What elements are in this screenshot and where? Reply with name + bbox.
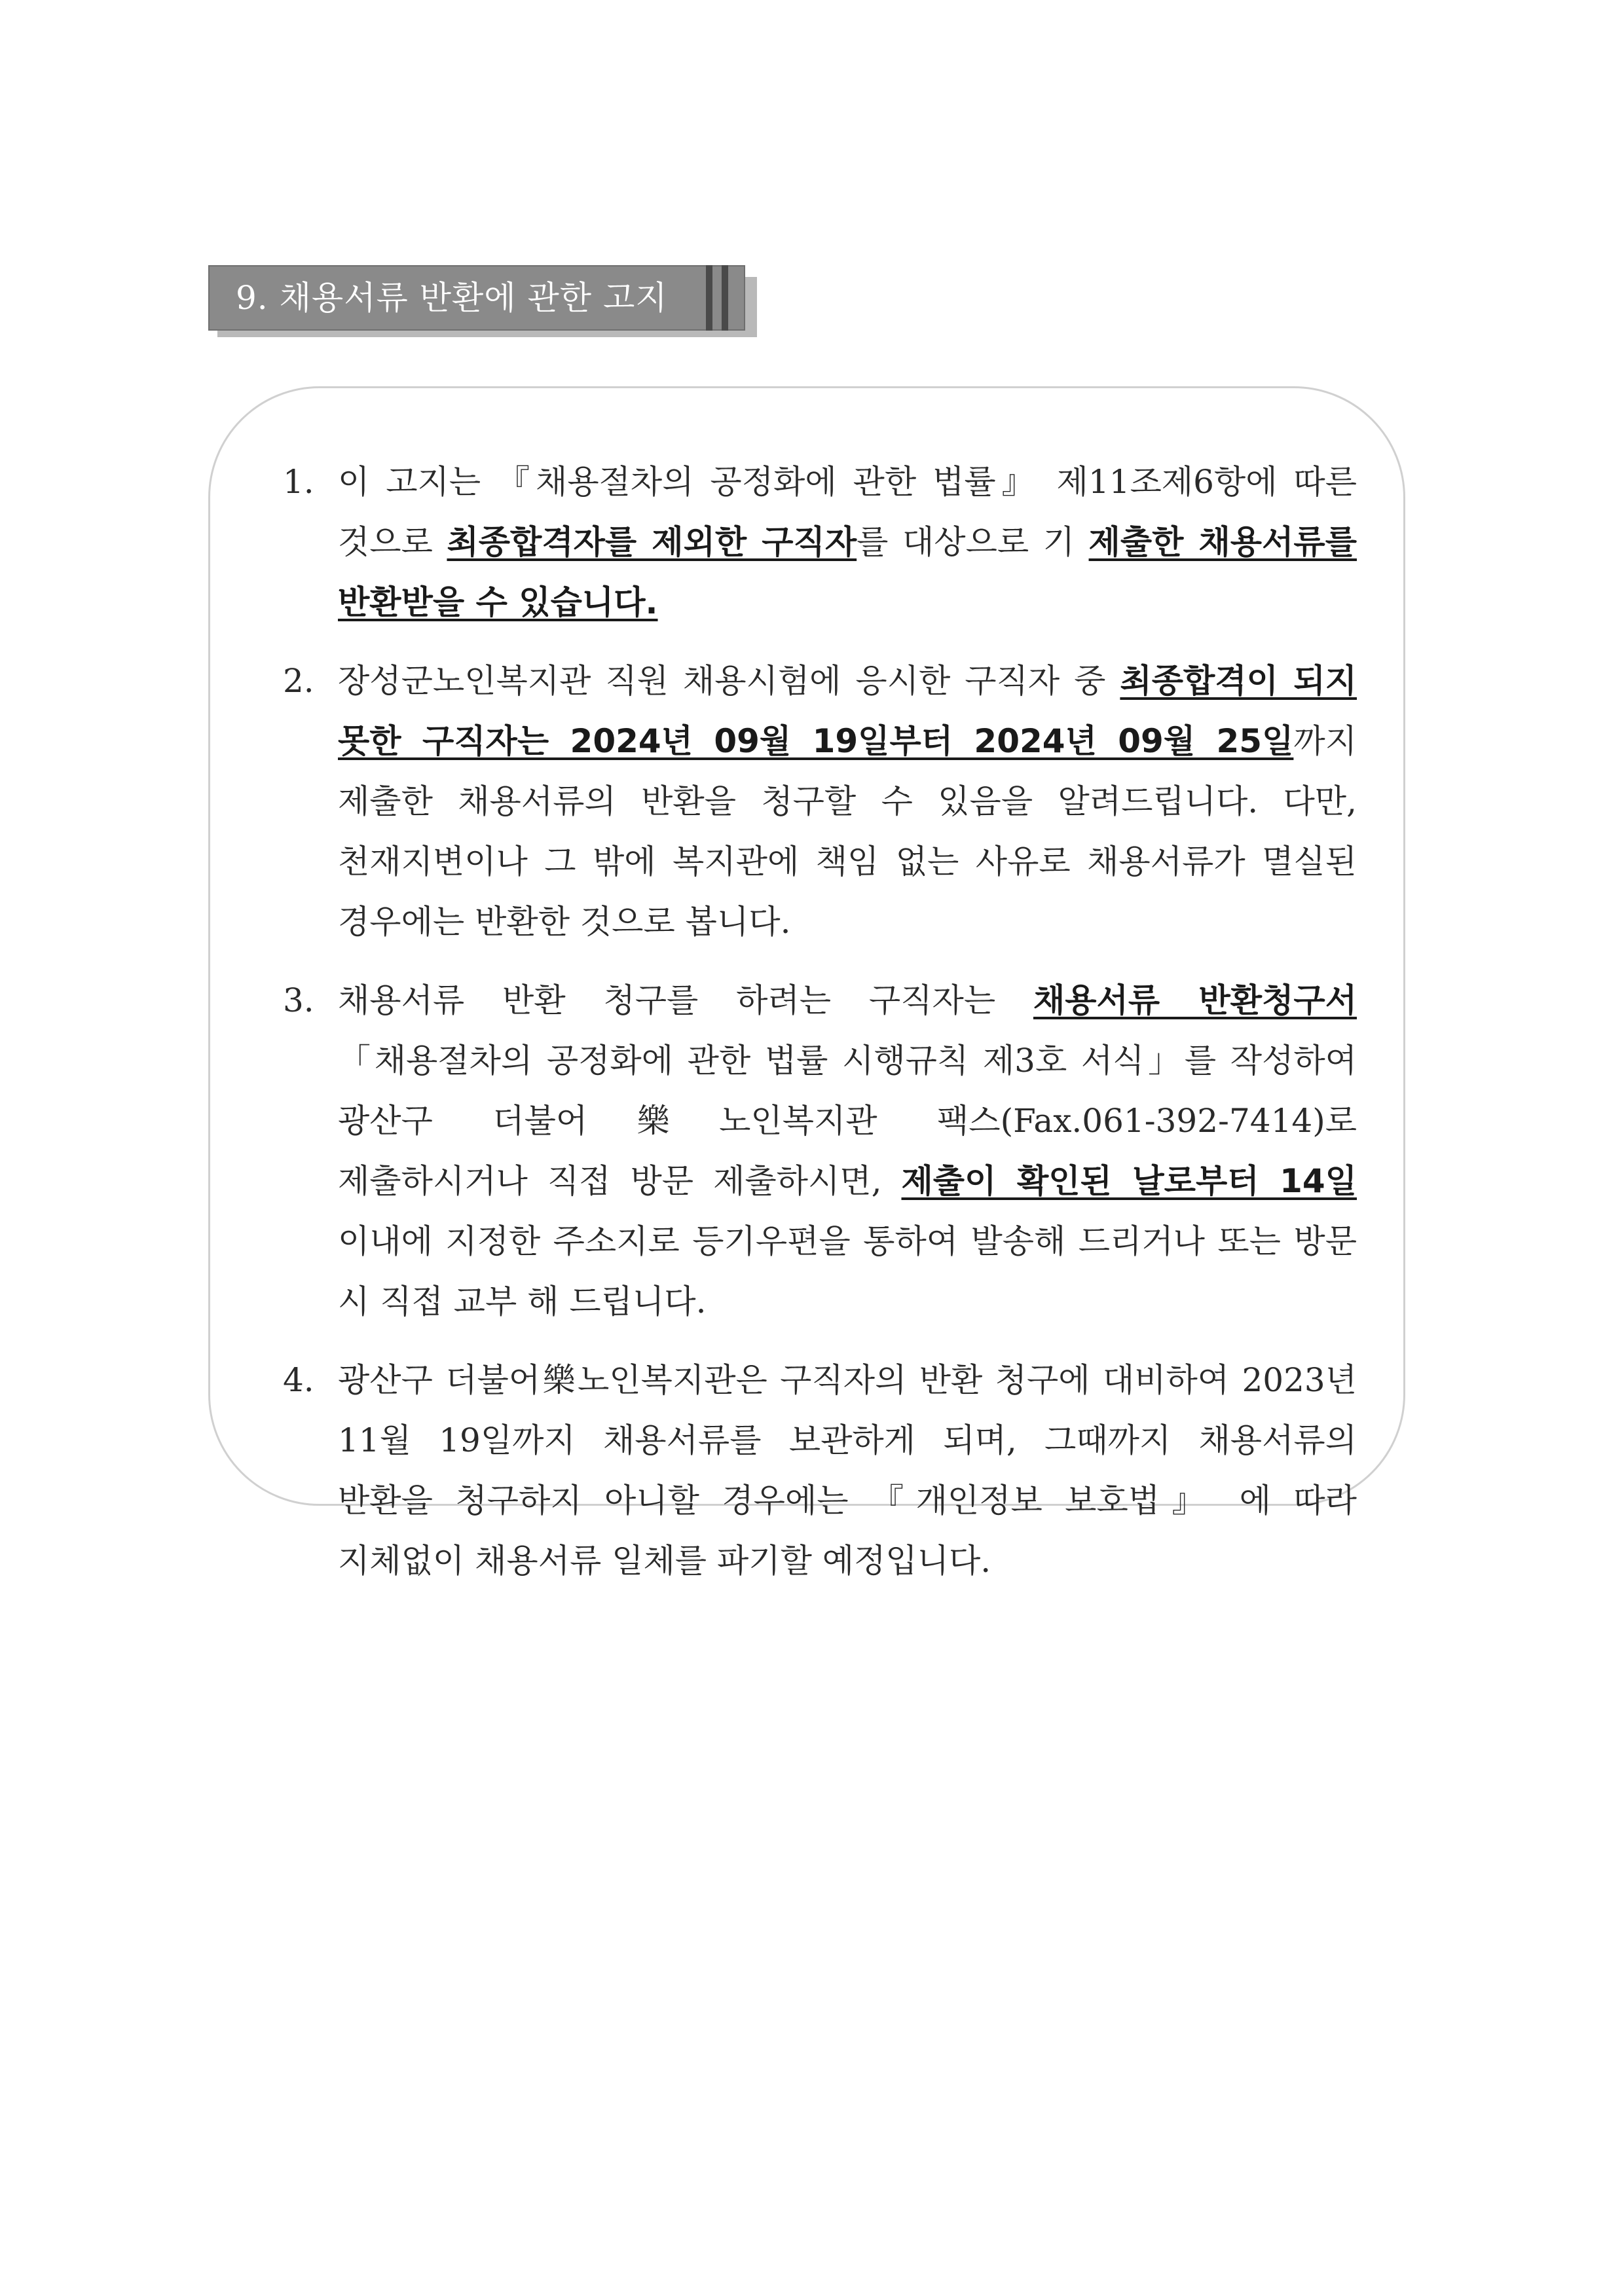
item-text: 이내에 지정한 주소지로 등기우편을 통하여 발송해 드리거나 또는 방문 시 직접 교부 해 드립니다.	[338, 1222, 1357, 1321]
item-number: 1.	[283, 463, 314, 501]
item-text: 광산구 더불어樂노인복지관은 구직자의 반환 청구에 대비하여 2023년 11월 19일까지 채용서류를 보관하게 되며, 그때까지 채용서류의 반환을 청구하지 아니할 경우에는 『개인정보 보호법』 에 따라 지체없이 채용서류 일체를 파기할 예정입니다.	[338, 1361, 1357, 1580]
item-emphasis: 제출이 확인된 날로부터 14일	[901, 1162, 1357, 1200]
section-header	[208, 265, 745, 331]
item-text: 장성군노인복지관 직원 채용시험에 응시한 구직자 중	[338, 662, 1120, 700]
item-emphasis: 최종합격이 되지 못한 구직자는 2024년 09월 19일부터 2024년 09월 25일	[338, 662, 1357, 760]
item-text: 「채용절차의 공정화에 관한 법률 시행규칙 제3호 서식」를 작성하여 광산구 더불어樂노인복지관 팩스(Fax.061-392-7414)로 제출하시거나 직접 방문 제출하시면,	[338, 1042, 1357, 1200]
item-emphasis: 채용서류 반환청구서	[1033, 981, 1357, 1019]
notice-item-3	[283, 970, 1357, 1332]
section-header-bar	[722, 265, 728, 331]
item-number: 4.	[283, 1361, 314, 1399]
section-title: 9. 채용서류 반환에 관한 고지	[236, 279, 668, 317]
section-header-bar	[706, 265, 712, 331]
notice-item-4	[283, 1350, 1357, 1591]
item-text: 채용서류 반환 청구를 하려는 구직자는	[338, 981, 1033, 1019]
item-text: 까지 제출한 채용서류의 반환을 청구할 수 있음을 알려드립니다. 다만, 천재지변이나 그 밖에 복지관에 책임 없는 사유로 채용서류가 멸실된 경우에는 반환한 것으로 봅니다.	[338, 722, 1357, 941]
notice-item-1	[283, 452, 1357, 632]
item-text: 이 고지는 『채용절차의 공정화에 관한 법률』 제11조제6항에 따른 것으로	[338, 463, 1357, 561]
item-number: 2.	[283, 662, 314, 700]
item-emphasis: 최종합격자를 제외한 구직자	[447, 523, 857, 561]
item-text: 를 대상으로 기	[857, 523, 1089, 561]
item-number: 3.	[283, 981, 314, 1019]
notice-list	[283, 452, 1357, 1609]
item-emphasis: 제출한 채용서류를 반환받을 수 있습니다.	[338, 523, 1357, 621]
notice-item-2	[283, 651, 1357, 952]
